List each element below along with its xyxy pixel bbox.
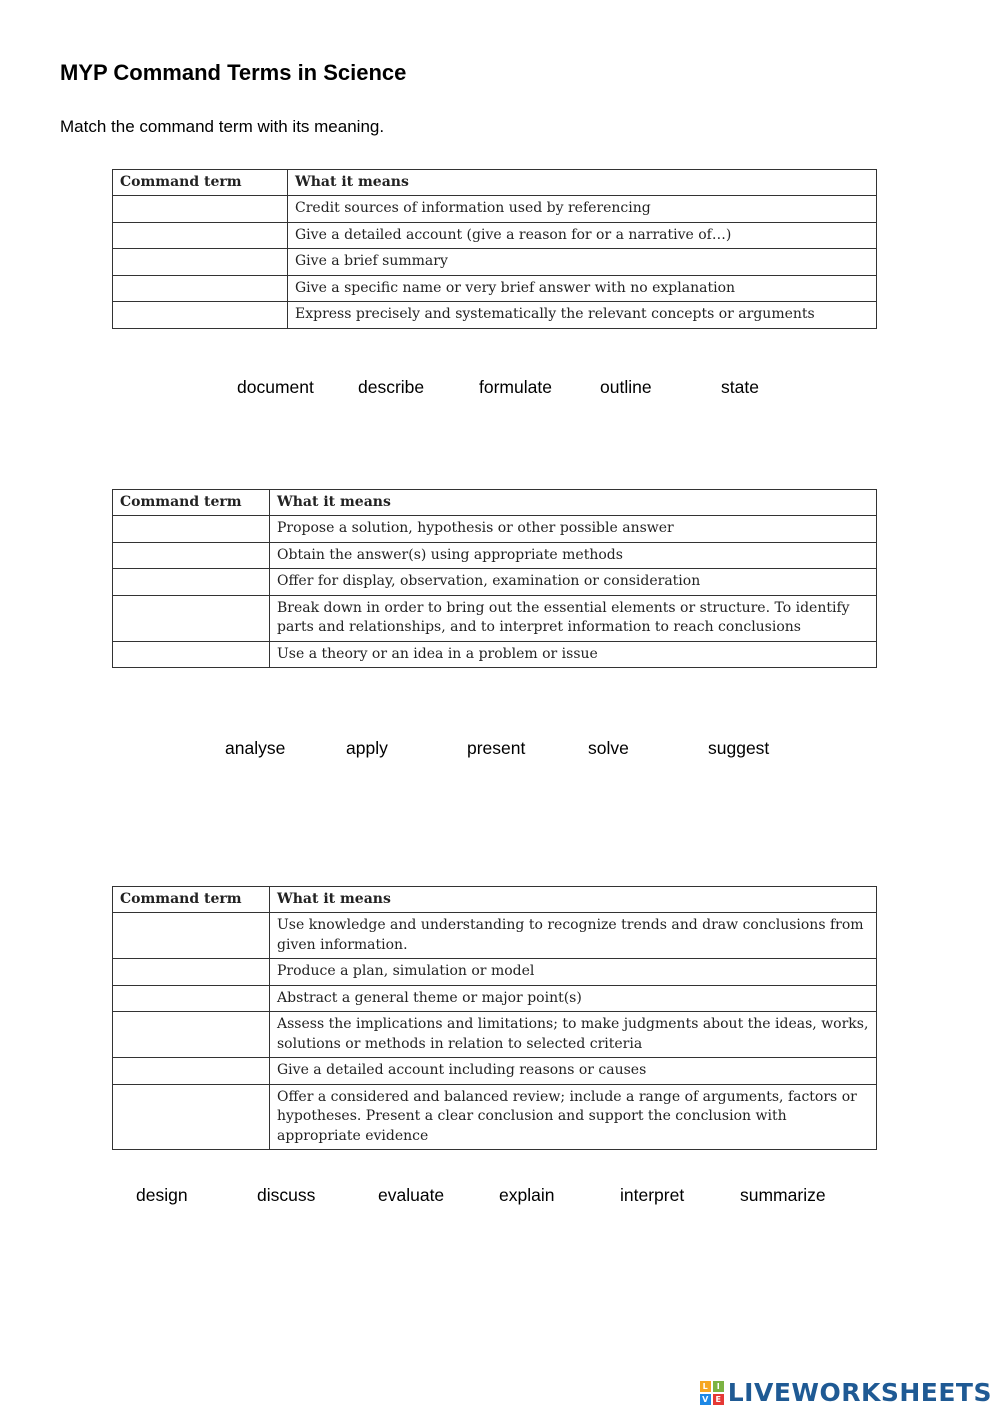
- instructions: Match the command term with its meaning.: [60, 117, 385, 136]
- word-present[interactable]: present: [467, 738, 526, 758]
- header-command-term: Command term: [113, 887, 270, 913]
- meaning-cell: Obtain the answer(s) using appropriate methods: [270, 542, 877, 569]
- word-summarize[interactable]: summarize: [740, 1185, 826, 1205]
- table-row: [113, 569, 877, 596]
- table-row: [113, 959, 877, 986]
- answer-drop-zone[interactable]: [113, 569, 270, 596]
- meaning-cell: Give a detailed account (give a reason for or a narrative of…): [288, 222, 877, 249]
- table-row: [113, 985, 877, 1012]
- logo-letter: I: [713, 1381, 724, 1392]
- brand-name: LIVEWORKSHEETS: [727, 1378, 992, 1407]
- worksheet-title: MYP Command Terms in Science: [60, 60, 407, 85]
- meaning-cell: Give a brief summary: [288, 249, 877, 276]
- word-state[interactable]: state: [721, 377, 759, 397]
- command-terms-table-3: [112, 886, 877, 1150]
- answer-drop-zone[interactable]: [113, 985, 270, 1012]
- header-command-term: Command term: [113, 170, 288, 196]
- table-row: [113, 516, 877, 543]
- meaning-cell: Break down in order to bring out the essential elements or structure. To identify parts and relationships, and to interpret information to reach conclusions: [270, 595, 877, 641]
- liveworksheets-logo: [700, 1378, 992, 1407]
- answer-drop-zone[interactable]: [113, 913, 270, 959]
- table-row: [113, 275, 877, 302]
- answer-drop-zone[interactable]: [113, 641, 270, 668]
- header-what-it-means: What it means: [288, 170, 877, 196]
- word-document[interactable]: document: [237, 377, 314, 397]
- word-describe[interactable]: describe: [358, 377, 425, 397]
- command-terms-table-1: [112, 169, 877, 329]
- table-row: [113, 595, 877, 641]
- command-terms-table-2: [112, 489, 877, 668]
- word-formulate[interactable]: formulate: [479, 377, 552, 397]
- meaning-cell: Express precisely and systematically the relevant concepts or arguments: [288, 302, 877, 329]
- logo-letter: L: [700, 1381, 711, 1392]
- word-evaluate[interactable]: evaluate: [378, 1185, 445, 1205]
- answer-drop-zone[interactable]: [113, 302, 288, 329]
- meaning-cell: Assess the implications and limitations; to make judgments about the ideas, works, solutions or methods in relation to selected criteria: [270, 1012, 877, 1058]
- answer-drop-zone[interactable]: [113, 959, 270, 986]
- table-header-row: [113, 887, 877, 913]
- logo-letter: E: [713, 1394, 724, 1405]
- table-row: [113, 302, 877, 329]
- word-apply[interactable]: apply: [346, 738, 388, 758]
- meaning-cell: Use knowledge and understanding to recognize trends and draw conclusions from given information.: [270, 913, 877, 959]
- answer-drop-zone[interactable]: [113, 1058, 270, 1085]
- meaning-cell: Produce a plan, simulation or model: [270, 959, 877, 986]
- table-row: [113, 913, 877, 959]
- meaning-cell: Offer for display, observation, examination or consideration: [270, 569, 877, 596]
- logo-mark-icon: [700, 1381, 724, 1405]
- word-analyse[interactable]: analyse: [225, 738, 286, 758]
- answer-drop-zone[interactable]: [113, 516, 270, 543]
- table-header-row: [113, 170, 877, 196]
- table-row: [113, 1084, 877, 1150]
- table-row: [113, 542, 877, 569]
- meaning-cell: Offer a considered and balanced review; include a range of arguments, factors or hypotheses. Present a clear conclusion and support the conclusion with appropriate evidence: [270, 1084, 877, 1150]
- table-row: [113, 641, 877, 668]
- answer-drop-zone[interactable]: [113, 222, 288, 249]
- meaning-cell: Propose a solution, hypothesis or other possible answer: [270, 516, 877, 543]
- table-header-row: [113, 490, 877, 516]
- table-row: [113, 222, 877, 249]
- answer-drop-zone[interactable]: [113, 1012, 270, 1058]
- logo-letter: V: [700, 1394, 711, 1405]
- answer-drop-zone[interactable]: [113, 542, 270, 569]
- table-row: [113, 1012, 877, 1058]
- meaning-cell: Give a detailed account including reasons or causes: [270, 1058, 877, 1085]
- table-row: [113, 1058, 877, 1085]
- meaning-cell: Credit sources of information used by referencing: [288, 196, 877, 223]
- table-row: [113, 249, 877, 276]
- word-discuss[interactable]: discuss: [257, 1185, 316, 1205]
- word-outline[interactable]: outline: [600, 377, 652, 397]
- word-explain[interactable]: explain: [499, 1185, 555, 1205]
- table-row: [113, 196, 877, 223]
- answer-drop-zone[interactable]: [113, 249, 288, 276]
- header-what-it-means: What it means: [270, 887, 877, 913]
- answer-drop-zone[interactable]: [113, 196, 288, 223]
- meaning-cell: Abstract a general theme or major point(s): [270, 985, 877, 1012]
- word-design[interactable]: design: [136, 1185, 188, 1205]
- word-solve[interactable]: solve: [588, 738, 629, 758]
- header-command-term: Command term: [113, 490, 270, 516]
- header-what-it-means: What it means: [270, 490, 877, 516]
- answer-drop-zone[interactable]: [113, 275, 288, 302]
- word-interpret[interactable]: interpret: [620, 1185, 685, 1205]
- meaning-cell: Give a specific name or very brief answer with no explanation: [288, 275, 877, 302]
- answer-drop-zone[interactable]: [113, 1084, 270, 1150]
- answer-drop-zone[interactable]: [113, 595, 270, 641]
- meaning-cell: Use a theory or an idea in a problem or issue: [270, 641, 877, 668]
- word-suggest[interactable]: suggest: [708, 738, 770, 758]
